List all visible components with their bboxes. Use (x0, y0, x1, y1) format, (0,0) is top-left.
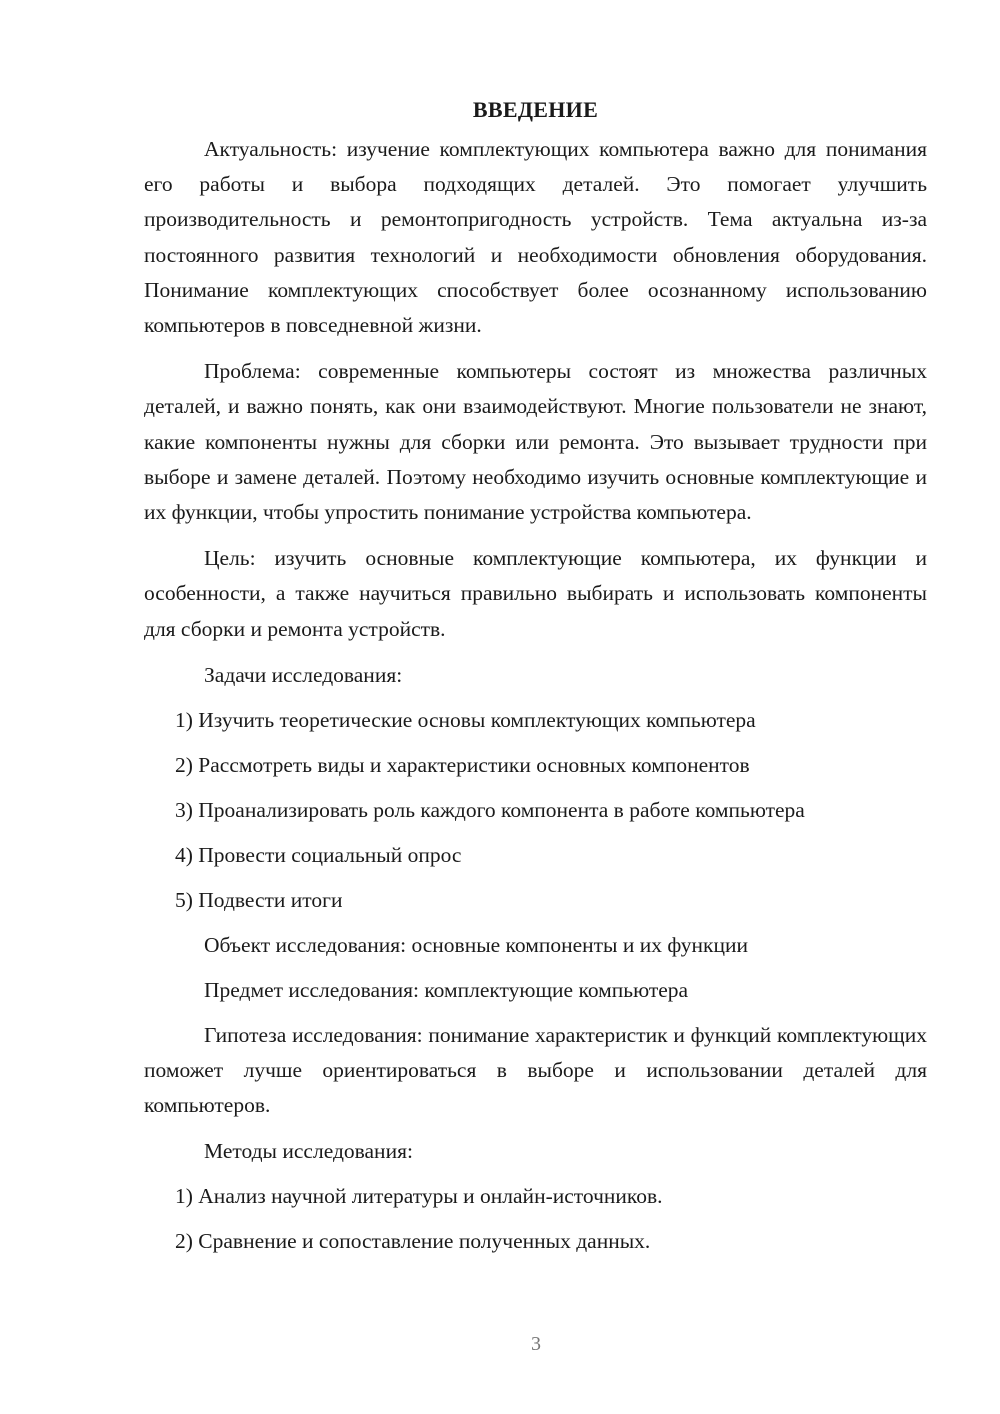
list-item: 1) Анализ научной литературы и онлайн-источников. (175, 1184, 663, 1209)
list-item: 3) Проанализировать роль каждого компонента в работе компьютера (175, 797, 805, 822)
list-item: 2) Рассмотреть виды и характеристики основных компонентов (175, 752, 750, 777)
tasks-heading: Задачи исследования: (204, 662, 403, 687)
object-paragraph: Объект исследования: основные компоненты и их функции (204, 932, 749, 957)
document-page (144, 92, 927, 1269)
methods-list (144, 1179, 927, 1259)
hypothesis-paragraph: Гипотеза исследования: понимание характеристик и функций комплектующих поможет лучше ориентироваться в выборе и использовании деталей для компьютеров. (144, 1022, 927, 1118)
list-item: 5) Подвести итоги (175, 887, 343, 912)
tasks-list (144, 703, 927, 918)
page-title: ВВЕДЕНИЕ (472, 97, 599, 122)
page-number: 3 (531, 1333, 541, 1355)
goal-paragraph: Цель: изучить основные комплектующие компьютера, их функции и особенности, а также научиться правильно выбирать и использовать компоненты для сборки и ремонта устройств. (144, 546, 927, 641)
relevance-paragraph: Актуальность: изучение комплектующих компьютера важно для понимания его работы и выбора подходящих деталей. Это помогает улучшить производительность и ремонтопригодность устройств. Тема актуальна из-за постоянного развития технологий и необходимости обновления оборудования. Понимание комплектующих способствует более осознанному использованию компьютеров в повседневной жизни. (144, 137, 927, 338)
list-item: 2) Сравнение и сопоставление полученных данных. (175, 1229, 651, 1254)
list-item: 1) Изучить теоретические основы комплектующих компьютера (175, 707, 756, 732)
list-item: 4) Провести социальный опрос (175, 842, 462, 867)
subject-paragraph: Предмет исследования: комплектующие компьютера (204, 977, 689, 1002)
methods-heading: Методы исследования: (204, 1139, 413, 1164)
problem-paragraph: Проблема: современные компьютеры состоят из множества различных деталей, и важно понять, как они взаимодействуют. Многие пользователи не знают, какие компоненты нужны для сборки или ремонта. Это вызывает трудности при выборе и замене деталей. Поэтому необходимо изучить основные комплектующие и их функции, чтобы упростить понимание устройства компьютера. (144, 359, 927, 525)
